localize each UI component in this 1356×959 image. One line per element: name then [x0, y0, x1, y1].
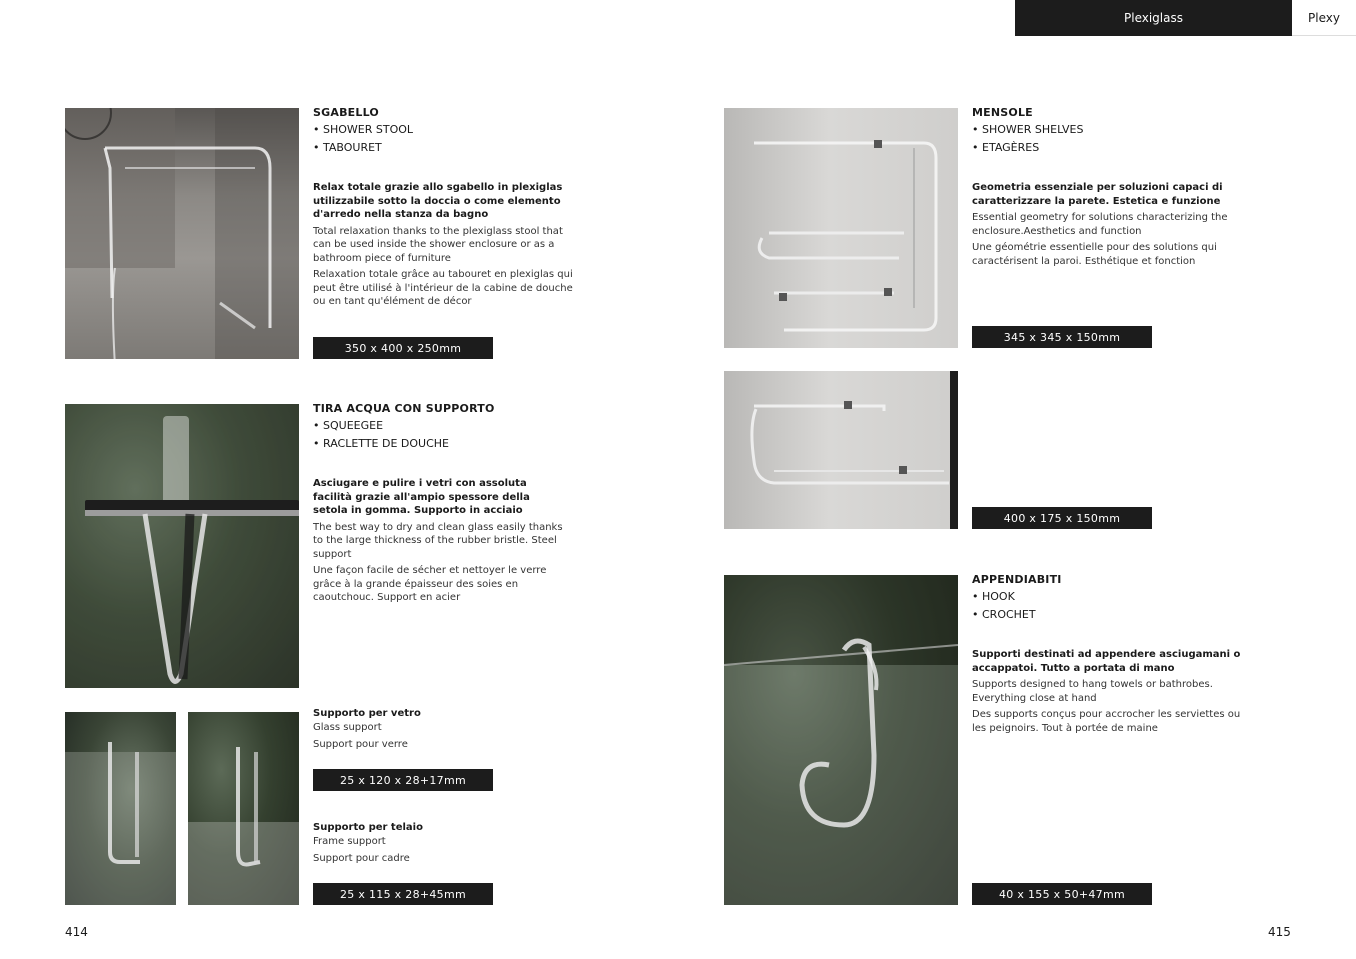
mensole-bullets [972, 121, 1242, 157]
page-number-right: 415 [1268, 925, 1291, 939]
mensole-title: MENSOLE [972, 106, 1033, 119]
glass-support-photo [65, 712, 176, 905]
sgabello-desc-it: Relax totale grazie allo sgabello in plexiglas utilizzabile sotto la doccia o come elemento d'arredo nella stanza da bagno [313, 182, 563, 220]
glass-support-fr: Support pour verre [313, 739, 408, 750]
appendiabiti-desc-en: Supports designed to hang towels or bathrobes. Everything close at hand [972, 679, 1213, 704]
hook-photo [724, 575, 958, 905]
appendiabiti-title: APPENDIABITI [972, 573, 1062, 586]
sgabello-title: SGABELLO [313, 106, 379, 119]
frame-support-en: Frame support [313, 836, 386, 847]
bullet: • HOOK [972, 588, 1252, 606]
shelves-photo-1 [724, 108, 958, 348]
stool-illustration [65, 108, 299, 359]
mensole-dimension-1: 345 x 345 x 150mm [972, 326, 1152, 348]
tira-acqua-text [313, 402, 563, 605]
sgabello-desc-fr: Relaxation totale grâce au tabouret en plexiglas qui peut être utilisé à l'intérieur de la cabine de douche ou en tant qu'élément de décor [313, 269, 573, 307]
tab-plexiglass[interactable]: Plexiglass [1015, 0, 1292, 36]
glass-support-illustration [65, 712, 176, 905]
sgabello-bullets [313, 121, 583, 157]
tira-acqua-bullets [313, 417, 563, 453]
bullet: • ETAGÈRES [972, 139, 1242, 157]
glass-support-en: Glass support [313, 722, 382, 733]
mensole-desc-fr: Une géométrie essentielle pour des solutions qui caractérisent la paroi. Esthétique et fonction [972, 242, 1217, 267]
glass-support-dimension: 25 x 120 x 28+17mm [313, 769, 493, 791]
mensole-dimension-2: 400 x 175 x 150mm [972, 507, 1152, 529]
page-number-left: 414 [65, 925, 88, 939]
appendiabiti-bullets [972, 588, 1252, 624]
appendiabiti-text [972, 573, 1252, 735]
bullet: • RACLETTE DE DOUCHE [313, 435, 563, 453]
bullet: • TABOURET [313, 139, 583, 157]
bullet: • SQUEEGEE [313, 417, 563, 435]
glass-support-title: Supporto per vetro [313, 708, 421, 719]
appendiabiti-desc-fr: Des supports conçus pour accrocher les serviettes ou les peignoirs. Tout à portée de maine [972, 709, 1241, 734]
frame-support-fr: Support pour cadre [313, 853, 410, 864]
hook-illustration [724, 575, 958, 905]
shelves-illustration-1 [724, 108, 958, 348]
bullet: • SHOWER SHELVES [972, 121, 1242, 139]
mensole-text [972, 106, 1242, 268]
stool-photo [65, 108, 299, 359]
appendiabiti-dimension: 40 x 155 x 50+47mm [972, 883, 1152, 905]
mensole-desc-en: Essential geometry for solutions characterizing the enclosure.Aesthetics and function [972, 212, 1228, 237]
sgabello-dimension: 350 x 400 x 250mm [313, 337, 493, 359]
frame-support-photo [188, 712, 299, 905]
tira-acqua-desc-it: Asciugare e pulire i vetri con assoluta facilità grazie all'ampio spessore della setola in gomma. Supporto in acciaio [313, 478, 530, 516]
appendiabiti-desc-it: Supporti destinati ad appendere asciugamani o accappatoi. Tutto a portata di mano [972, 649, 1241, 674]
sgabello-desc-en: Total relaxation thanks to the plexiglass stool that can be used inside the shower enclosure or as a bathroom piece of furniture [313, 225, 563, 264]
tab-plexy[interactable]: Plexy [1292, 0, 1356, 36]
bullet: • SHOWER STOOL [313, 121, 583, 139]
shelves-photo-2 [724, 371, 958, 529]
squeegee-illustration [65, 404, 299, 688]
frame-support-title: Supporto per telaio [313, 822, 423, 833]
squeegee-photo [65, 404, 299, 688]
frame-support-dimension: 25 x 115 x 28+45mm [313, 883, 493, 905]
sgabello-text [313, 106, 583, 309]
shelves-illustration-2 [724, 371, 958, 529]
glass-support-text [313, 708, 513, 753]
frame-support-text [313, 822, 513, 867]
tira-acqua-desc-en: The best way to dry and clean glass easily thanks to the large thickness of the rubber bristle. Steel support [313, 521, 563, 560]
tira-acqua-title: TIRA ACQUA CON SUPPORTO [313, 402, 495, 415]
frame-support-illustration [188, 712, 299, 905]
mensole-desc-it: Geometria essenziale per soluzioni capaci di caratterizzare la parete. Estetica e funzione [972, 182, 1223, 207]
bullet: • CROCHET [972, 606, 1252, 624]
tira-acqua-desc-fr: Une façon facile de sécher et nettoyer le verre grâce à la grande épaisseur des soies en caoutchouc. Support en acier [313, 565, 547, 603]
